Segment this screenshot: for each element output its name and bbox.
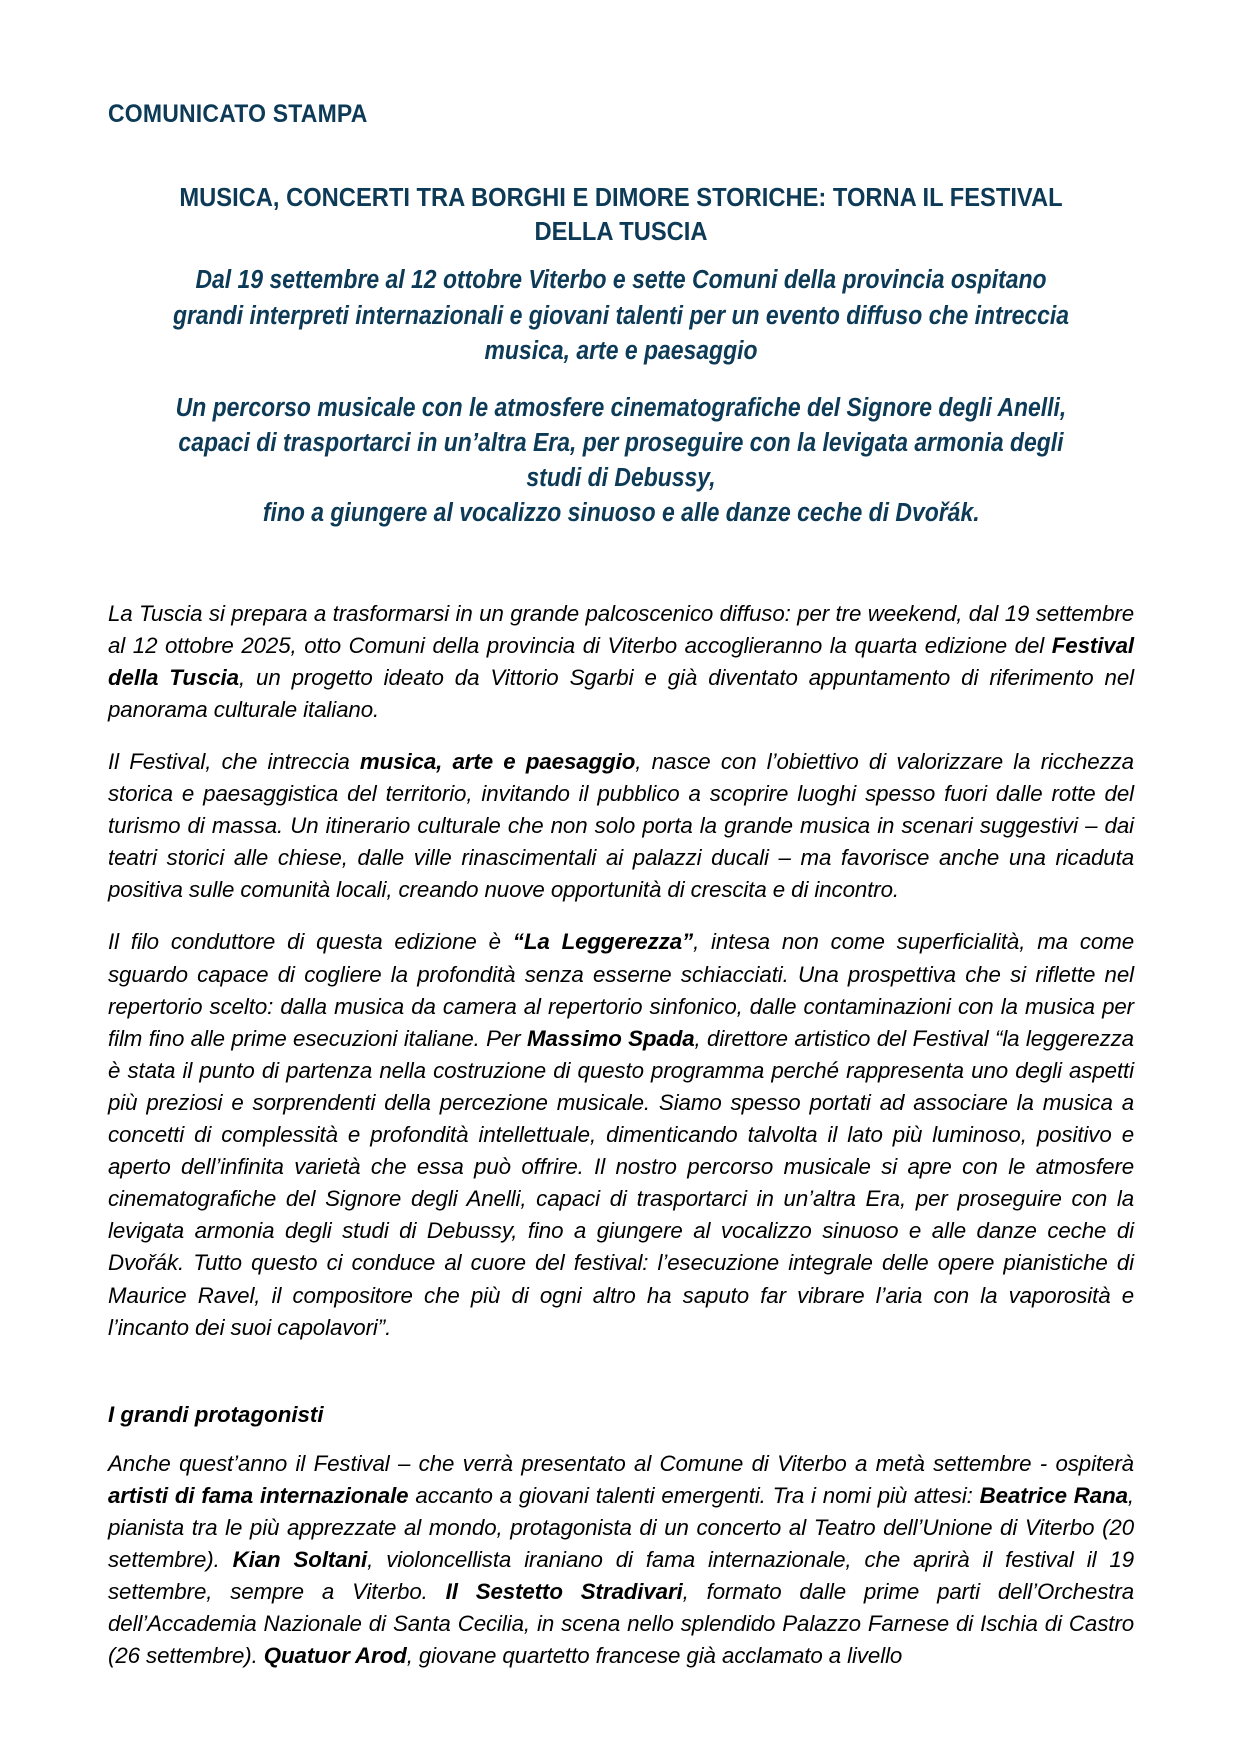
paragraph-theme-part-2: , intesa non come superficialità, ma come sguardo capace di cogliere la profondità senza esserne schiacciati. Una prospettiva che si riflette nel repertorio scelto: dalla musica da camera al repertorio sinfonico, dalle contaminazioni con la musica per film fino alle prime esecuzioni italiane. Per xyxy=(108,929,1135,1051)
paragraph-theme-part-1: Il filo conduttore di questa edizione è xyxy=(108,929,513,955)
protagonists-part-2: accanto a giovani talenti emergenti. Tra i nomi più attesi: xyxy=(408,1482,980,1508)
deck-subtitle-program xyxy=(108,391,1134,532)
page-title-text: MUSICA, CONCERTI TRA BORGHI E DIMORE STORICHE: TORNA IL FESTIVAL DELLA TUSCIA xyxy=(179,184,1063,247)
emphasis-musica-arte-paesaggio: musica, arte e paesaggio xyxy=(359,749,636,774)
paragraph-leggerezza-theme xyxy=(108,926,1134,1343)
protagonists-part-4: , violoncellista iraniano di fama internazionale, che aprirà il festival il 19 settembre, sempre a Viterbo. xyxy=(108,1546,1134,1605)
section-heading-grandi-protagonisti: I grandi protagonisti xyxy=(108,1401,324,1427)
protagonists-part-3: , pianista tra le più apprezzate al mondo, protagonista di un concerto al Teatro dell’Unione di Viterbo (20 settembre). xyxy=(108,1482,1135,1572)
deck-subtitle-program-line-1: Un percorso musicale con le atmosfere cinematografiche del Signore degli Anelli, capaci di trasportarci in un’altra Era, per proseguire con la levigata armonia degli studi di Debussy, xyxy=(175,393,1067,493)
kicker-comunicato-stampa: COMUNICATO STAMPA xyxy=(108,100,368,128)
emphasis-sestetto-stradivari: Il Sestetto Stradivari xyxy=(445,1579,683,1605)
deck-subtitle-dates-text: Dal 19 settembre al 12 ottobre Viterbo e sette Comuni della provincia ospitano grandi interpreti internazionali e giovani talenti per un evento diffuso che intreccia musica, arte e paesaggio xyxy=(172,266,1070,365)
paragraph-protagonists xyxy=(108,1448,1134,1673)
page-title xyxy=(108,181,1134,249)
protagonists-part-1: Anche quest’anno il Festival – che verrà presentato al Comune di Viterbo a metà settembre - ospiterà xyxy=(108,1450,1134,1476)
deck-subtitle-program-line-2: fino a giungere al vocalizzo sinuoso e alle danze ceche di Dvořák. xyxy=(262,499,980,528)
paragraph-intro-part-2: , un progetto ideato da Vittorio Sgarbi e già diventato appuntamento di riferimento nel panorama culturale italiano. xyxy=(108,664,1134,722)
paragraph-intro xyxy=(108,598,1134,726)
paragraph-intro-part-1: La Tuscia si prepara a trasformarsi in un grande palcoscenico diffuso: per tre weekend, dal 19 settembre al 12 ottobre 2025, otto Comuni della provincia di Viterbo accoglieranno la quarta edizione del xyxy=(108,600,1134,658)
body-copy xyxy=(108,598,1134,1673)
protagonists-part-6: , giovane quartetto francese già acclamato a livello xyxy=(406,1643,903,1669)
emphasis-artisti-fama-internazionale: artisti di fama internazionale xyxy=(108,1482,409,1508)
deck-subtitle-dates xyxy=(108,263,1134,369)
emphasis-beatrice-rana: Beatrice Rana xyxy=(979,1482,1128,1508)
emphasis-festival-della-tuscia: Festival della Tuscia xyxy=(108,632,1134,690)
emphasis-la-leggerezza: “La Leggerezza” xyxy=(512,929,694,955)
emphasis-kian-soltani: Kian Soltani xyxy=(232,1546,368,1572)
paragraph-mission-part-2: , nasce con l’obiettivo di valorizzare la ricchezza storica e paesaggistica del territorio, invitando il pubblico a scoprire luoghi spesso fuori dalle rotte del turismo di massa. Un itinerario culturale che non solo porta la grande musica in scenari suggestivi – dai teatri storici alle chiese, dalle ville rinascimentali ai palazzi ducali – ma favorisce anche una ricaduta positiva sulle comunità locali, creando nuove opportunità di crescita e di incontro. xyxy=(108,749,1134,903)
emphasis-quatuor-arod: Quatuor Arod xyxy=(263,1643,407,1669)
protagonists-part-5: , formato dalle prime parti dell’Orchestra dell’Accademia Nazionale di Santa Cecilia, in scena nello splendido Palazzo Farnese di Ischia di Castro (26 settembre). xyxy=(108,1579,1134,1669)
emphasis-massimo-spada: Massimo Spada xyxy=(527,1025,695,1051)
document-content xyxy=(108,100,1134,1672)
paragraph-theme-part-3: , direttore artistico del Festival “la leggerezza è stata il punto di partenza nella costruzione di questo programma perché rappresenta uno degli aspetti più preziosi e sorprendenti della percezione musicale. Siamo spesso portati ad associare la musica a concetti di complessità e profondità intellettuale, dimenticando talvolta il lato più luminoso, positivo e aperto dell’infinita varietà che essa può offrire. Il nostro percorso musicale si apre con le atmosfere cinematografiche del Signore degli Anelli, capaci di trasportarci in un’altra Era, per proseguire con la levigata armonia degli studi di Debussy, fino a giungere al vocalizzo sinuoso e alle danze ceche di Dvořák. Tutto questo ci conduce al cuore del festival: l’esecuzione integrale delle opere pianistiche di Maurice Ravel, il compositore che più di ogni altro ha saputo far vibrare l’aria con la vaporosità e l’incanto dei suoi capolavori”. xyxy=(108,1025,1134,1340)
paragraph-mission-part-1: Il Festival, che intreccia xyxy=(108,749,360,774)
paragraph-festival-mission xyxy=(108,746,1134,906)
